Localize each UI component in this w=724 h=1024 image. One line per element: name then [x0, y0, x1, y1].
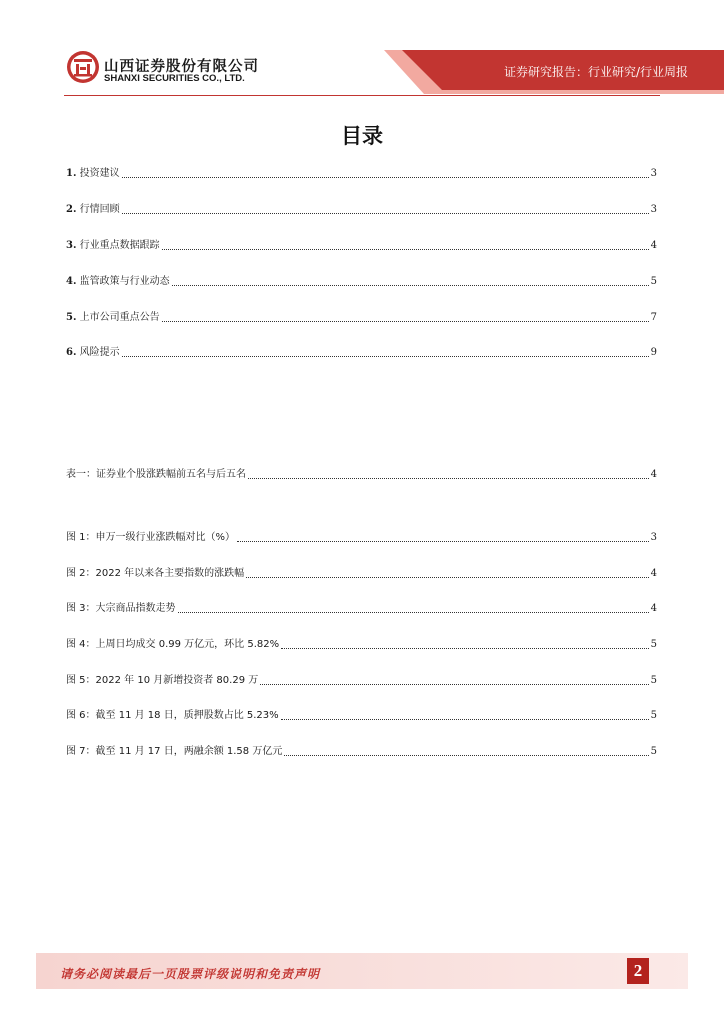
figure-entry[interactable]: [66, 530, 657, 544]
figure-entry-page: 5: [650, 639, 657, 650]
toc-entry-label: 投资建议: [79, 168, 120, 179]
figure-entry-page: 3: [650, 532, 657, 543]
dot-leader: [260, 684, 648, 685]
toc-entry-page: 3: [650, 204, 657, 215]
dot-leader: [237, 541, 649, 542]
footer-disclaimer: 请务必阅读最后一页股票评级说明和免责声明: [60, 967, 321, 981]
toc-entry-label: 行业重点数据跟踪: [79, 240, 160, 251]
page-header: [0, 0, 724, 110]
figure-entry[interactable]: [66, 708, 657, 722]
figure-entry-number: 图 2：: [66, 568, 96, 579]
figure-entry-label: 2022 年 10 月新增投资者 80.29 万: [95, 675, 259, 686]
figure-entry-number: 图 3：: [66, 603, 96, 614]
figure-entry[interactable]: [66, 637, 657, 651]
toc-entry-number: 4.: [66, 276, 77, 287]
dot-leader: [246, 577, 648, 578]
toc-entry-number: 2.: [66, 204, 77, 215]
page-title: 目录: [341, 124, 383, 148]
toc-entry-page: 5: [650, 276, 657, 287]
figure-entry-label: 2022 年以来各主要指数的涨跌幅: [95, 568, 245, 579]
figure-entry-number: 图 6：: [66, 710, 96, 721]
toc-entry-page: 4: [650, 240, 657, 251]
toc-entry-number: 5.: [66, 312, 77, 323]
figure-entry[interactable]: [66, 673, 657, 687]
figure-entry-page: 4: [650, 603, 657, 614]
dot-leader: [162, 321, 649, 322]
figure-entry-label: 上周日均成交 0.99 万亿元，环比 5.82%: [95, 639, 280, 650]
toc-entry-label: 风险提示: [79, 347, 120, 358]
dot-leader: [122, 213, 649, 214]
dot-leader: [281, 648, 649, 649]
toc-entry[interactable]: [66, 345, 657, 359]
table-entry-page: 4: [650, 469, 657, 480]
table-entry-label: 证券业个股涨跌幅前五名与后五名: [96, 469, 246, 480]
shanxi-securities-logo-icon: [66, 50, 100, 84]
header-divider: [64, 95, 660, 96]
toc-entry[interactable]: [66, 166, 657, 180]
figure-entry-label: 申万一级行业涨跌幅对比（%）: [95, 532, 236, 543]
toc-entry-label: 监管政策与行业动态: [79, 276, 170, 287]
dot-leader: [248, 478, 649, 479]
figure-entry[interactable]: [66, 566, 657, 580]
figure-entry-page: 5: [650, 746, 657, 757]
figure-entry[interactable]: [66, 744, 657, 758]
toc-entry-label: 行情回顾: [79, 204, 120, 215]
toc-entry-page: 9: [650, 347, 657, 358]
dot-leader: [122, 177, 649, 178]
figure-entry-label: 截至 11 月 18 日，质押股数占比 5.23%: [95, 710, 279, 721]
dot-leader: [284, 755, 648, 756]
toc-entry[interactable]: [66, 274, 657, 288]
figure-entry-page: 5: [650, 675, 657, 686]
report-type-label: 证券研究报告：行业研究/行业周报: [503, 65, 688, 79]
figure-entry-page: 5: [650, 710, 657, 721]
figure-entry-label: 截至 11 月 17 日，两融余额 1.58 万亿元: [95, 746, 283, 757]
toc-entry-number: 6.: [66, 347, 77, 358]
toc-entry[interactable]: [66, 238, 657, 252]
dot-leader: [162, 249, 649, 250]
figure-entry-label: 大宗商品指数走势: [95, 603, 176, 614]
figure-entry-number: 图 7：: [66, 746, 96, 757]
toc-entry-label: 上市公司重点公告: [79, 312, 160, 323]
company-name-cn: 山西证券股份有限公司: [104, 59, 259, 75]
toc-entry[interactable]: [66, 310, 657, 324]
toc-entry[interactable]: [66, 202, 657, 216]
dot-leader: [178, 612, 649, 613]
dot-leader: [122, 356, 649, 357]
table-entry[interactable]: [66, 467, 657, 481]
toc-entry-number: 1.: [66, 168, 77, 179]
figure-entry-number: 图 5：: [66, 675, 96, 686]
table-entry-number: 表一：: [66, 469, 96, 480]
figure-entry[interactable]: [66, 601, 657, 615]
dot-leader: [172, 285, 649, 286]
toc-entry-page: 3: [650, 168, 657, 179]
figure-entry-page: 4: [650, 568, 657, 579]
figure-entry-number: 图 1：: [66, 532, 96, 543]
company-name-en: SHANXI SECURITIES CO., LTD.: [104, 73, 245, 84]
page-number-badge: 2: [627, 958, 649, 984]
toc-entry-number: 3.: [66, 240, 77, 251]
dot-leader: [281, 719, 649, 720]
figure-entry-number: 图 4：: [66, 639, 96, 650]
toc-entry-page: 7: [650, 312, 657, 323]
